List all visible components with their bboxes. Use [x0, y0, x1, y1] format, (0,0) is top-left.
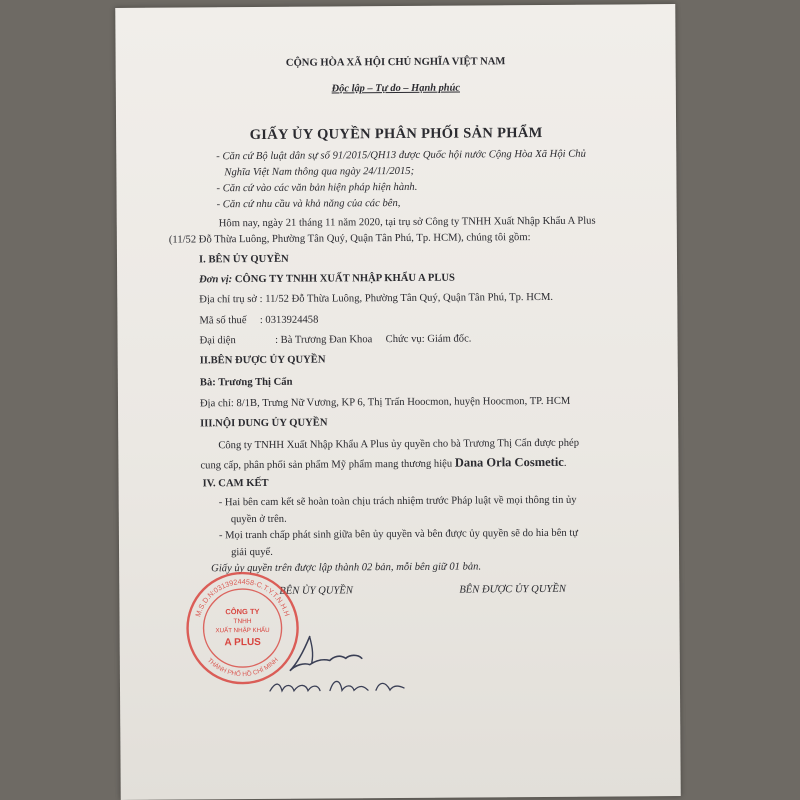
- rep-position: Chức vụ: Giám đốc.: [385, 333, 472, 346]
- intro-line: (11/52 Đỗ Thừa Luông, Phường Tân Quý, Quận Tân Phú, Tp. HCM), chúng tôi gồm:: [168, 232, 531, 246]
- commitment-line: giải quyế.: [231, 546, 273, 559]
- tax-value: : 0313924458: [259, 314, 319, 326]
- content-end: .: [563, 457, 567, 469]
- closing-note: Giấy ủy quyền trên được lập thành 02 bản, mỗi bên giữ 01 bản.: [211, 561, 482, 575]
- brand-name: Dana Orla Cosmetic: [454, 454, 564, 470]
- rep-value: : Bà Trương Đan Khoa: [275, 334, 373, 346]
- commitment-line: quyền ở trên.: [230, 513, 287, 526]
- unit-row: [199, 274, 455, 286]
- signature-title-left: BÊN ỦY QUYỀN: [279, 585, 353, 597]
- stamp-ring-bottom: THÀNH PHỐ HỒ CHÍ MINH: [205, 656, 280, 679]
- unit-value: CÔNG TY TNHH XUẤT NHẬP KHẨU A PLUS: [234, 272, 455, 286]
- document-title: GIẤY ỦY QUYỀN PHÂN PHỐI SẢN PHẨM: [249, 124, 543, 144]
- intro-line: Hôm nay, ngày 21 tháng 11 năm 2020, tại trụ sở Công ty TNHH Xuất Nhập Khẩu A Plus: [218, 215, 596, 230]
- commitment-line: - Mọi tranh chấp phát sinh giữa bên ủy quyền và bên được ủy quyền sẽ do hia bên tự: [218, 527, 579, 542]
- signature-title-right: BÊN ĐƯỢC ỦY QUYỀN: [459, 583, 566, 596]
- stamp-line3: XUẤT NHẬP KHẨU: [215, 626, 270, 635]
- commitment-line: - Hai bên cam kết sẽ hoàn toàn chịu trách nhiệm trước Pháp luật về mọi thông tin ủy: [218, 494, 577, 509]
- stamp-ring-top: M.S.D.N:0313924458-C.T.Y.T.N.H.H: [193, 577, 292, 618]
- basis-line: - Căn cứ vào các văn bản hiện pháp hiện hành.: [216, 181, 418, 195]
- rep-label: Đại diện: [199, 335, 236, 347]
- section1-heading: I. BÊN ỦY QUYỀN: [198, 253, 289, 266]
- stamp-line4: A PLUS: [224, 636, 261, 649]
- basis-line: - Căn cứ Bộ luật dân sự số 91/2015/QH13 được Quốc hội nước Cộng Hòa Xã Hội Chủ: [216, 148, 586, 163]
- basis-line: Nghĩa Việt Nam thông qua ngày 24/11/2015;: [224, 165, 415, 179]
- authorized-name: Bà: Trương Thị Cẩn: [199, 376, 293, 389]
- content-line-brand: [200, 456, 566, 472]
- company-address: Địa chỉ trụ sở : 11/52 Đỗ Thừa Luông, Phường Tân Quý, Quận Tân Phú, Tp. HCM.: [199, 291, 554, 306]
- content-line: Công ty TNHH Xuất Nhập Khẩu A Plus ủy quyền cho bà Trương Thị Cẩn được phép: [218, 437, 580, 452]
- country-header: CỘNG HÒA XÃ HỘI CHỦ NGHĨA VIỆT NAM: [285, 56, 506, 69]
- stamp-line2: TNHH: [233, 618, 252, 626]
- section4-heading: IV. CAM KẾT: [202, 477, 269, 490]
- tax-label: Mã số thuế: [199, 315, 247, 327]
- section3-heading: III.NỘI DUNG ỦY QUYỀN: [200, 417, 328, 430]
- basis-line: - Căn cứ nhu cầu và khả năng của các bên,: [216, 197, 401, 211]
- representative-row: [200, 334, 472, 346]
- handwritten-signature: [250, 628, 410, 699]
- tax-row: [199, 316, 318, 327]
- document-page: [115, 4, 681, 800]
- authorized-address: Địa chỉ: 8/1B, Trưng Nữ Vương, KP 6, Thị Trấn Hoocmon, huyện Hoocmon, TP. HCM: [199, 395, 571, 410]
- stamp-line1: CÔNG TY: [225, 606, 260, 617]
- section2-heading: II.BÊN ĐƯỢC ỦY QUYỀN: [199, 354, 326, 367]
- motto: Độc lập – Tự do – Hạnh phúc: [331, 82, 461, 95]
- content-text: cung cấp, phân phối sản phẩm Mỹ phẩm mang thương hiệu: [200, 458, 453, 472]
- unit-label: Đơn vị:: [199, 274, 233, 286]
